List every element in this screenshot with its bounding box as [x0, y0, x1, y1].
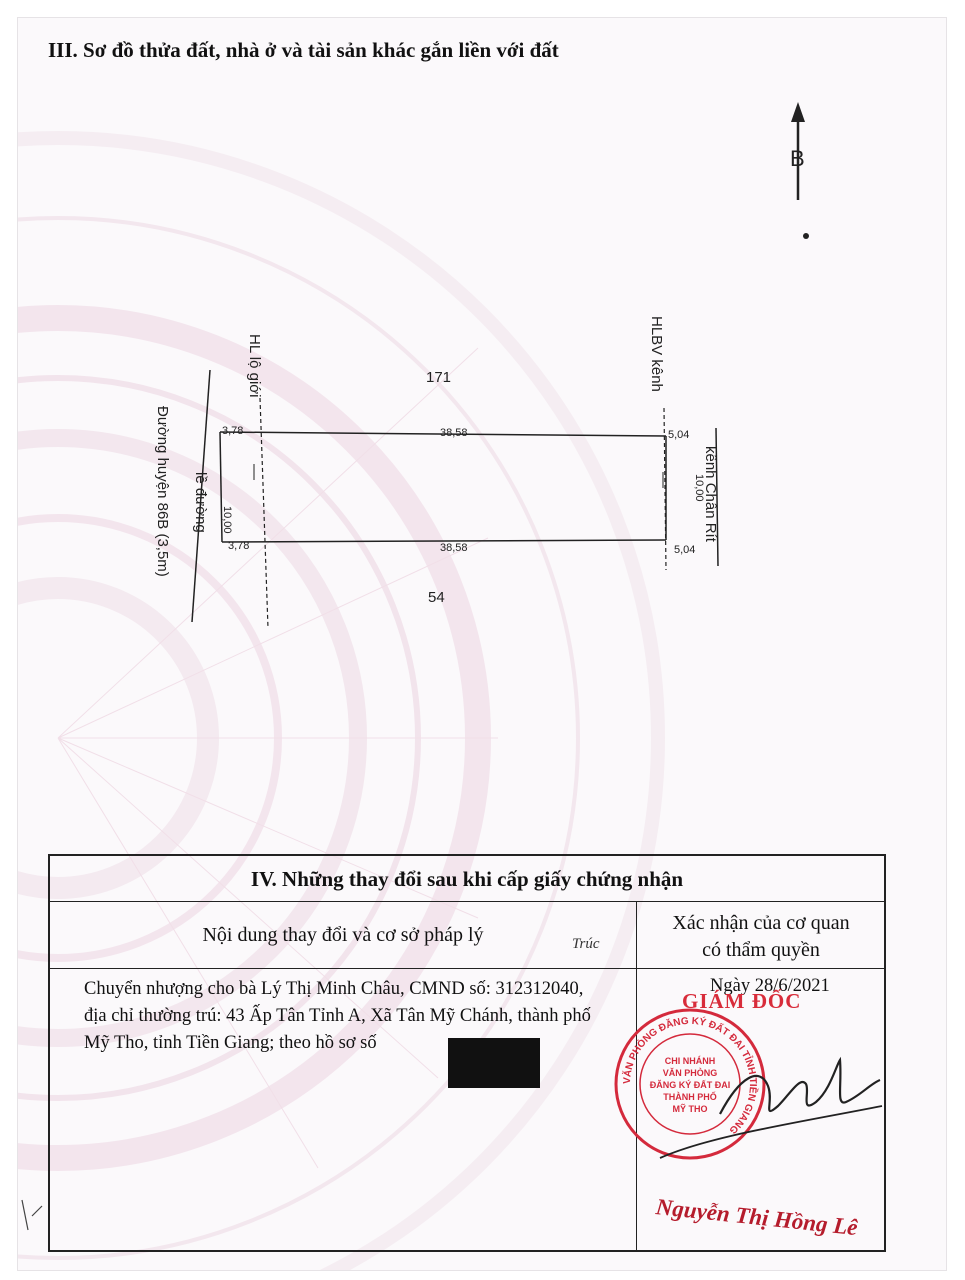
redaction-block — [448, 1038, 540, 1088]
bottom-left-length: 3,78 — [228, 540, 250, 552]
content-line2: địa chỉ thường trú: 43 Ấp Tân Tỉnh A, Xã Tân Mỹ Chánh, thành phố — [84, 1006, 591, 1026]
col-left-header: Nội dung thay đổi và cơ sở pháp lý — [202, 924, 484, 946]
signer-name: Nguyễn Thị Hồng Lê — [654, 1194, 859, 1241]
sidewalk-label: lề đường — [192, 472, 209, 533]
parcel-number-top: 171 — [426, 369, 452, 386]
handwritten-initials: Trúc — [572, 936, 600, 952]
certificate-page — [18, 18, 946, 1270]
right-width: 10,00 — [693, 474, 705, 502]
stamp-line2: VĂN PHÒNG — [662, 1068, 718, 1078]
stamp-line5: MỸ THO — [672, 1104, 708, 1114]
canal-label: kênh Chân Rít — [702, 446, 719, 542]
content-line3: Mỹ Tho, tỉnh Tiền Giang; theo hồ sơ số — [84, 1033, 377, 1053]
handwritten-signature — [650, 1036, 886, 1186]
section4-title: IV. Những thay đổi sau khi cấp giấy chứng nhận — [50, 856, 884, 902]
parcel-number-bottom: 54 — [428, 589, 445, 606]
header-divider — [50, 968, 884, 969]
confirmation-date: Ngày 28/6/2021 — [710, 976, 830, 996]
content-line1: Chuyển nhượng cho bà Lý Thị Minh Châu, CMND số: 312312040, — [84, 979, 584, 999]
road-label: Đường huyện 86B (3,5m) — [154, 406, 171, 577]
stamp-line1: CHI NHÁNH — [664, 1056, 716, 1066]
director-title: GIÁM ĐỐC — [682, 989, 802, 1013]
stamp-line4: THÀNH PHỐ — [663, 1092, 717, 1102]
changes-table — [48, 854, 886, 1252]
top-mid-length: 38,58 — [440, 427, 468, 439]
col-right-header-line2: có thẩm quyền — [702, 939, 820, 961]
corner-mark — [18, 1196, 48, 1236]
change-content — [84, 976, 644, 1057]
top-left-length: 3,78 — [222, 425, 244, 437]
col-right-header-line1: Xác nhận của cơ quan — [672, 912, 850, 934]
left-width: 10,00 — [221, 506, 233, 534]
stamp-ring-text: VĂN PHÒNG ĐĂNG KÝ ĐẤT ĐAI TỈNH TIỀN GIANG — [621, 1015, 759, 1136]
stamp-line3: ĐĂNG KÝ ĐẤT ĐAI — [649, 1080, 731, 1090]
north-label: B — [790, 146, 805, 171]
bottom-mid-length: 38,58 — [440, 542, 468, 554]
top-right-length: 5,04 — [668, 429, 690, 441]
section3-title: III. Sơ đồ thửa đất, nhà ở và tài sản khác gắn liền với đất — [48, 38, 559, 62]
col-right-header — [638, 910, 884, 964]
right-boundary-label: HLBV kênh — [648, 316, 665, 392]
left-boundary-label: HL lộ giới — [246, 334, 263, 398]
bottom-right-length: 5,04 — [674, 544, 696, 556]
